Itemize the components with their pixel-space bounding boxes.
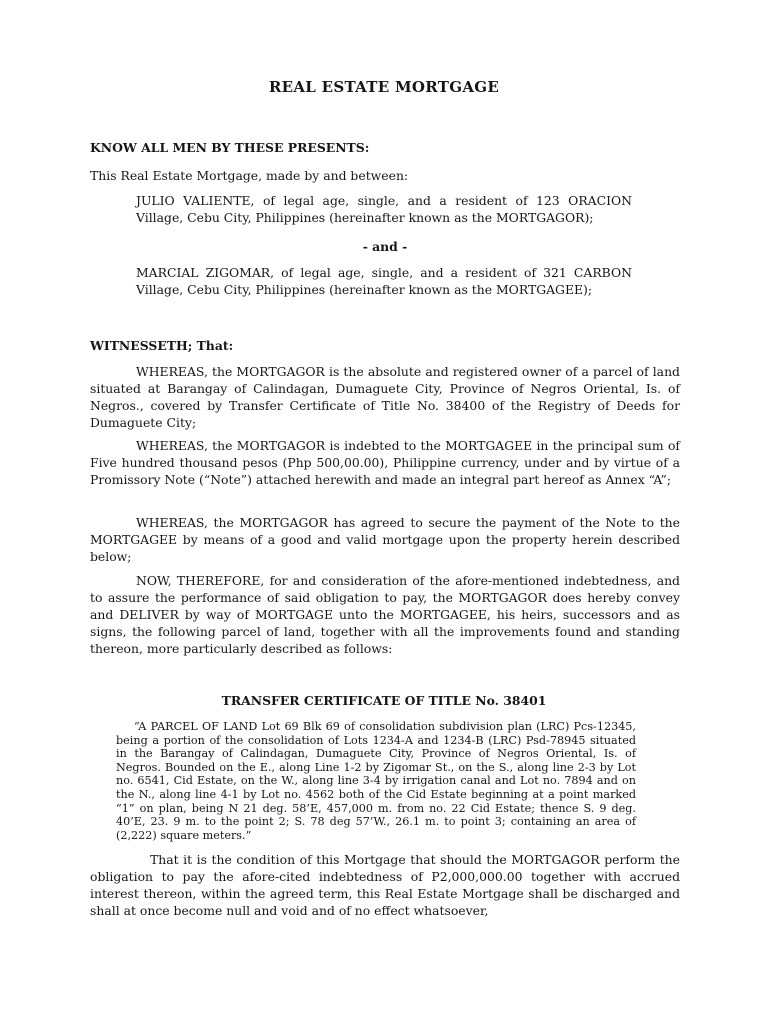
whereas-clause-2: WHEREAS, the MORTGAGOR is indebted to the MORTGAGEE in the principal sum of Five hundred thousand pesos (Php 500,00.00), Philippine currency, under and by virtue of a Promissory Note (“Note”) attached herewith and made an integral part hereof as Annex “A”; xyxy=(90,438,680,487)
property-description: “A PARCEL OF LAND Lot 69 Blk 69 of consolidation subdivision plan (LRC) Pcs-12345, being a portion of the consolidation of Lots 1234-A and 1234-B (LRC) Psd-78945 situated in the Barangay of Calindagan, Dumaguete City, Province of Negros Oriental, Is. of Negros. Bounded on the E., along Line 1-2 by Zigomar St., on the S., along line 2-3 by Lot no. 6541, Cid Estate, on the W., along line 3-4 by irrigation canal and Lot no. 7894 and on the N., along line 4-1 by Lot no. 4562 both of the Cid Estate beginning at a point marked “1” on plan, being N 21 deg. 58’E, 457,000 m. from no. 22 Cid Estate; thence S. 9 deg. 40’E, 23. 9 m. to the point 2; S. 78 deg 57’W., 26.1 m. to point 3; containing an area of (2,222) square meters.” xyxy=(116,720,636,842)
tct-heading: TRANSFER CERTIFICATE OF TITLE No. 38401 xyxy=(221,693,547,708)
whereas-clause-1: WHEREAS, the MORTGAGOR is the absolute and registered owner of a parcel of land situated at Barangay of Calindagan, Dumaguete City, Province of Negros Oriental, Is. of Negros., covered by Transfer Certificate of Title No. 38400 of the Registry of Deeds for Dumaguete City; xyxy=(90,364,680,430)
whereas-clause-3: WHEREAS, the MORTGAGOR has agreed to secure the payment of the Note to the MORTGAGEE by means of a good and valid mortgage upon the property herein described below; xyxy=(90,515,680,564)
now-therefore-text: , for and consideration of the afore-mentioned indebtedness, and to assure the performance of said obligation to pay, the MORTGAGOR does hereby convey and DELIVER by way of MORTGAGE unto the MORTGAGEE, his heirs, successors and as signs, the following parcel of land, together with all the improvements found and standing thereon, more particularly described as follows: xyxy=(90,573,680,656)
salutation: KNOW ALL MEN BY THESE PRESENTS: xyxy=(90,140,370,155)
intro-paragraph: This Real Estate Mortgage, made by and between: xyxy=(90,168,409,183)
now-therefore-lead: NOW, THEREFORE xyxy=(136,573,261,588)
mortgagor-party: JULIO VALIENTE, of legal age, single, and a resident of 123 ORACION Village, Cebu City, Philippines (hereinafter known as the MORTGAGOR); xyxy=(136,193,632,225)
and-separator: - and - xyxy=(362,239,408,254)
condition-clause: That it is the condition of this Mortgage that should the MORTGAGOR perform the obligation to pay the afore-cited indebtedness of P2,000,000.00 together with accrued interest thereon, within the agreed term, this Real Estate Mortgage shall be discharged and shall at once become null and void and of no effect whatsoever, xyxy=(90,852,680,918)
witnesseth-heading: WITNESSETH; That: xyxy=(90,338,234,353)
document-title: REAL ESTATE MORTGAGE xyxy=(268,78,500,96)
mortgagee-party: MARCIAL ZIGOMAR, of legal age, single, and a resident of 321 CARBON Village, Cebu City, Philippines (hereinafter known as the MORTGAGEE); xyxy=(136,265,632,297)
now-therefore-clause xyxy=(90,572,680,657)
